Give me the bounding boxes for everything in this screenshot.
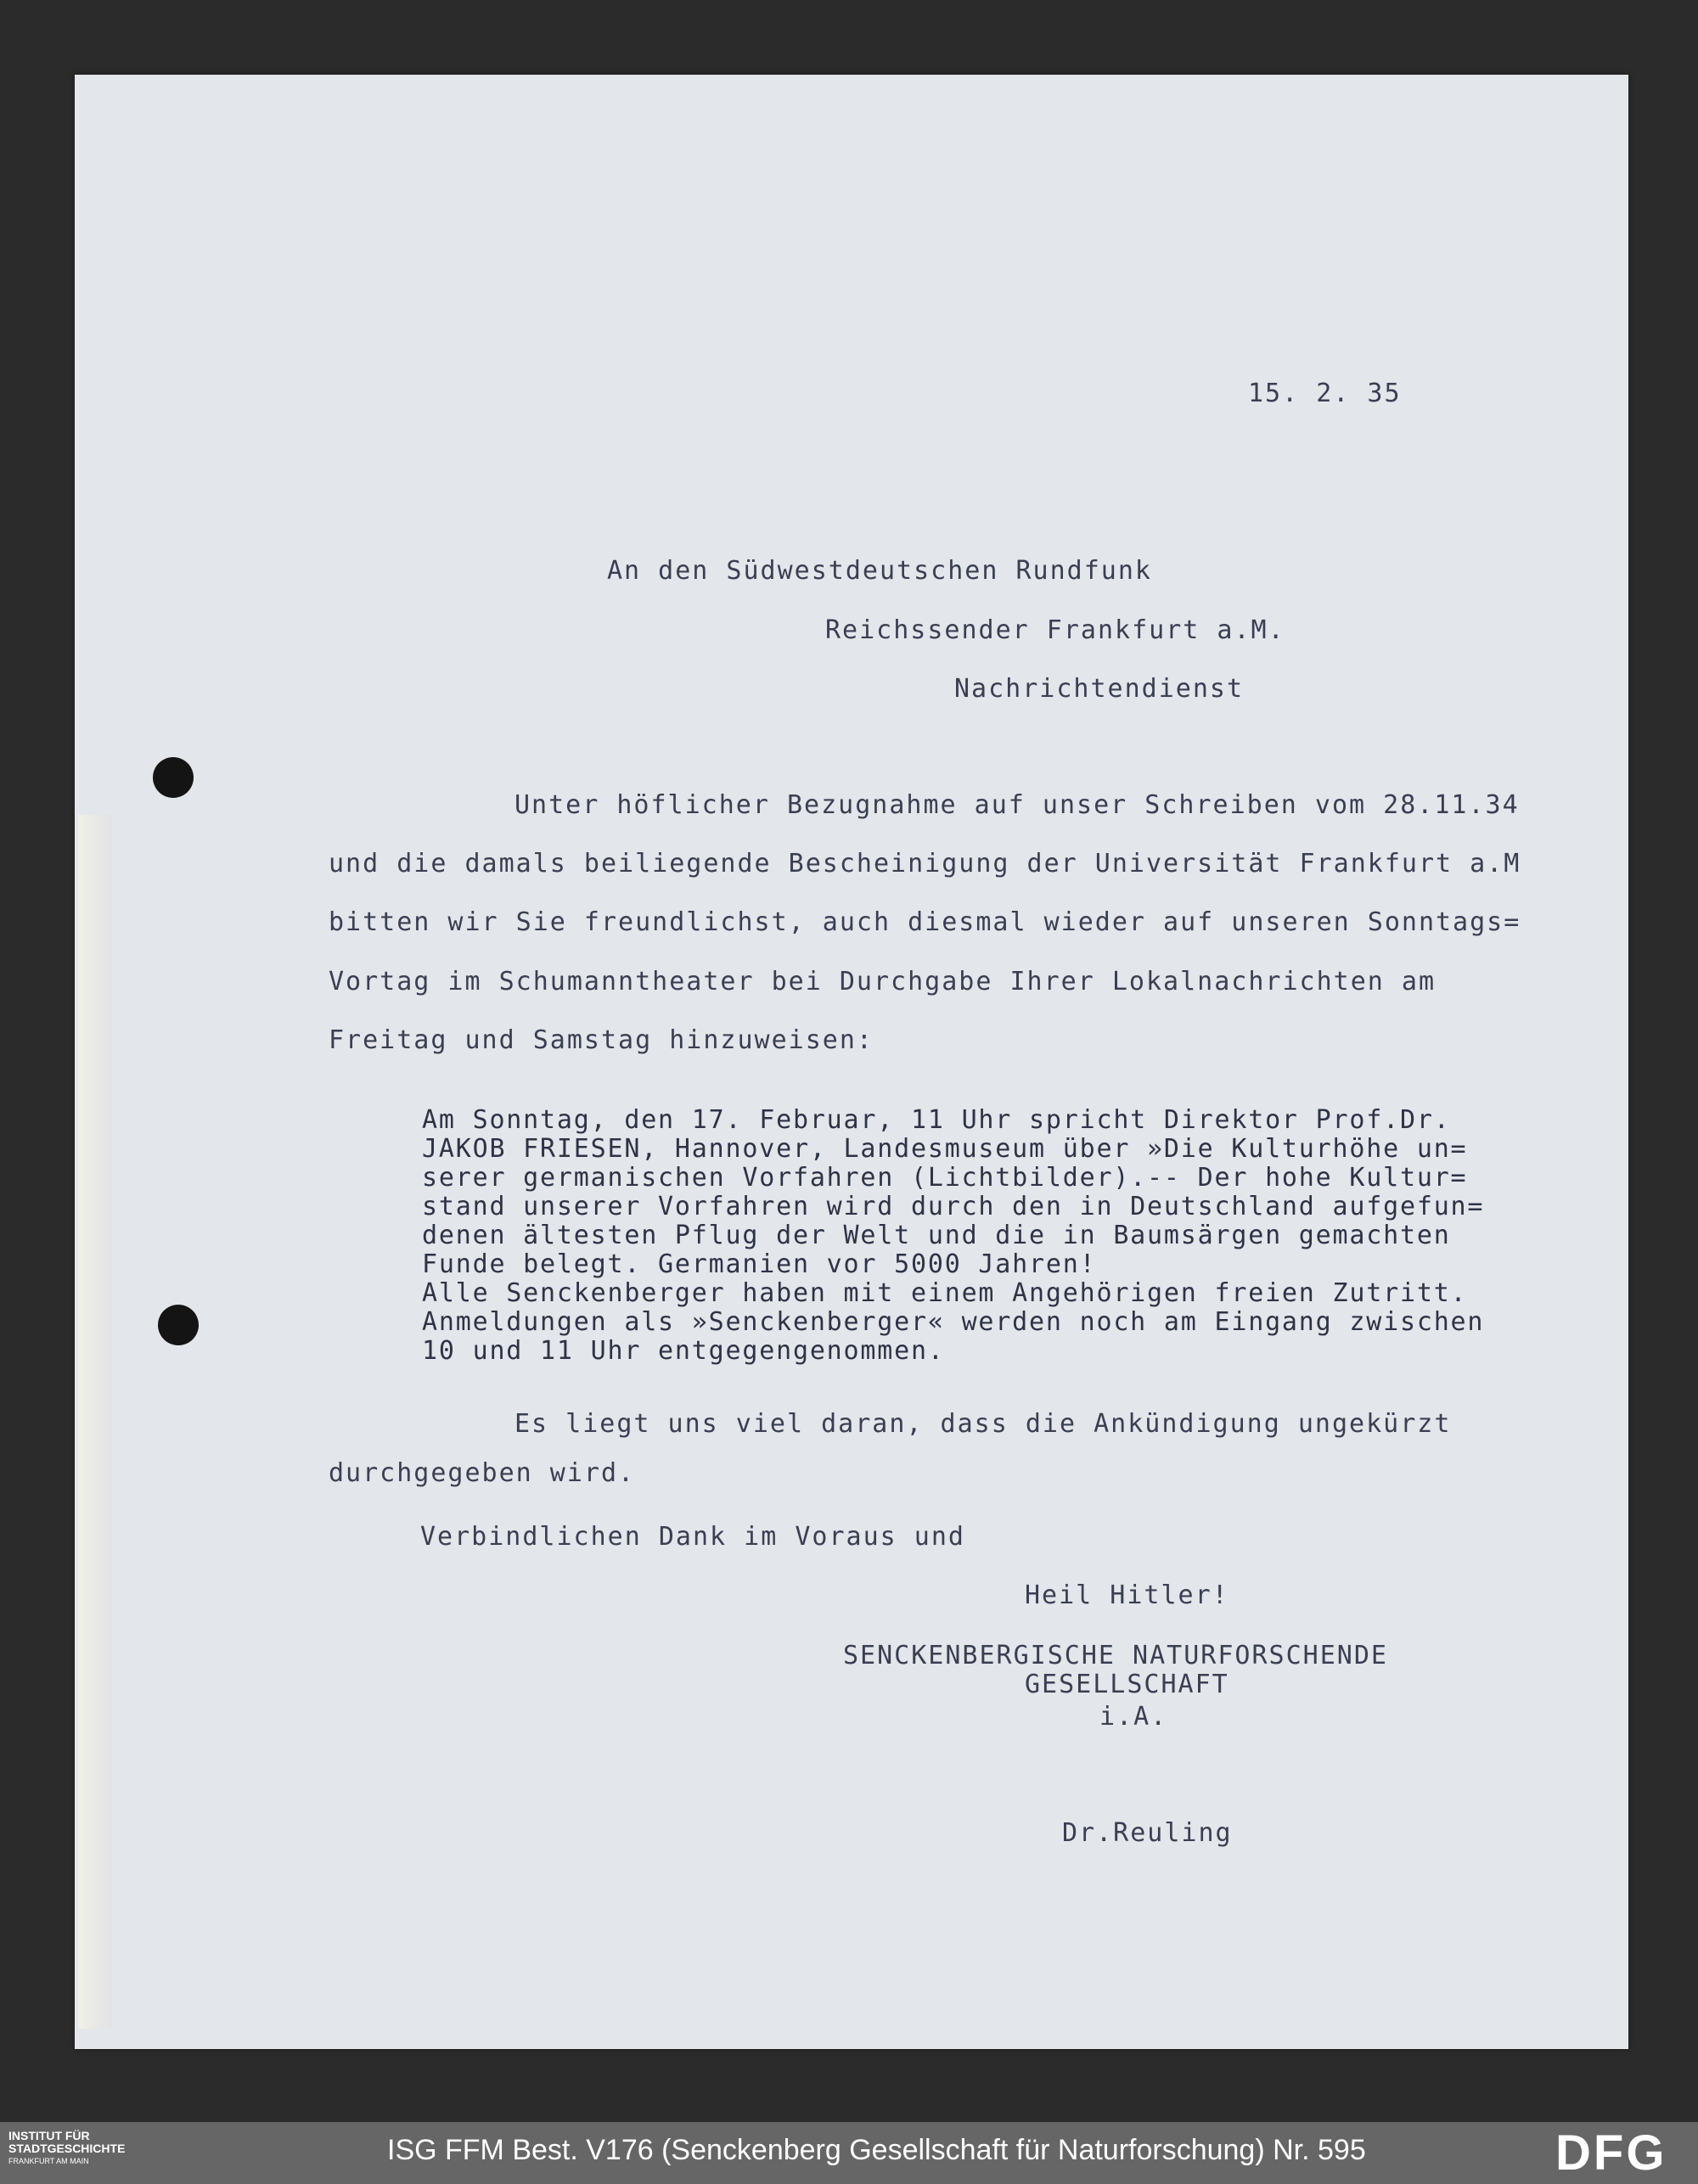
letter-date: 15. 2. 35 [1248,379,1402,408]
thanks-line: Verbindlichen Dank im Voraus und [420,1522,965,1552]
letter-page [75,75,1628,2049]
body-line-1: Unter höflicher Bezugnahme auf unser Schreiben vom 28.11.34 [514,790,1520,820]
closing-line-1: Es liegt uns viel daran, dass die Ankündigung ungekürzt [514,1409,1452,1439]
recipient-line-2: Reichssender Frankfurt a.M. [825,615,1285,645]
announcement-line: Am Sonntag, den 17. Februar, 11 Uhr spricht Direktor Prof.Dr. [422,1105,1451,1135]
announcement-line: Alle Senckenberger haben mit einem Angehörigen freien Zutritt. [422,1278,1468,1308]
closing-line-2: durchgegeben wird. [329,1458,636,1488]
greeting: Heil Hitler! [1025,1580,1229,1610]
announcement-text [422,1106,1611,1366]
recipient-line-1: An den Südwestdeutschen Rundfunk [607,556,1152,586]
announcement-line: denen ältesten Pflug der Welt und die in Baumsärgen gemachten [422,1221,1451,1250]
recipient-line-3: Nachrichtendienst [954,674,1245,704]
archive-footer-bar [0,2122,1698,2184]
sender-name-line-3: i.A. [1099,1702,1168,1732]
body-line-3: bitten wir Sie freundlichst, auch diesmal wieder auf unseren Sonntags= [329,907,1521,937]
dfg-logo: DFG [1555,2125,1667,2181]
announcement-line: Funde belegt. Germanien vor 5000 Jahren! [422,1249,1097,1279]
announcement-line: stand unserer Vorfahren wird durch den in Deutschland aufgefun= [422,1192,1485,1221]
institute-line-3: FRANKFURT AM MAIN [8,2157,89,2165]
body-line-2: und die damals beiliegende Bescheinigung der Universität Frankfurt a.M [329,849,1521,879]
sender-name-line-2: GESELLSCHAFT [1025,1670,1229,1699]
body-line-5: Freitag und Samstag hinzuweisen: [329,1025,874,1055]
punch-hole-bottom [158,1305,199,1345]
announcement-line: serer germanischen Vorfahren (Lichtbilder).-- Der hohe Kultur= [422,1163,1468,1193]
punch-hole-top [153,757,194,798]
institute-logo-text [8,2130,125,2168]
institute-line-1: INSTITUT FÜR [8,2129,90,2142]
signatory: Dr.Reuling [1062,1818,1233,1848]
paper-torn-edge [78,815,112,2029]
announcement-line: JAKOB FRIESEN, Hannover, Landesmuseum über »Die Kulturhöhe un= [422,1134,1468,1164]
announcement-line: 10 und 11 Uhr entgegengenommen. [422,1336,945,1366]
sender-name-line-1: SENCKENBERGISCHE NATURFORSCHENDE [843,1641,1388,1670]
body-line-4: Vortag im Schumanntheater bei Durchgabe Ihrer Lokalnachrichten am [329,967,1436,997]
institute-line-2: STADTGESCHICHTE [8,2142,126,2155]
announcement-line: Anmeldungen als »Senckenberger« werden noch am Eingang zwischen [422,1307,1485,1337]
archive-citation: ISG FFM Best. V176 (Senckenberg Gesellschaft für Naturforschung) Nr. 595 [387,2134,1366,2166]
